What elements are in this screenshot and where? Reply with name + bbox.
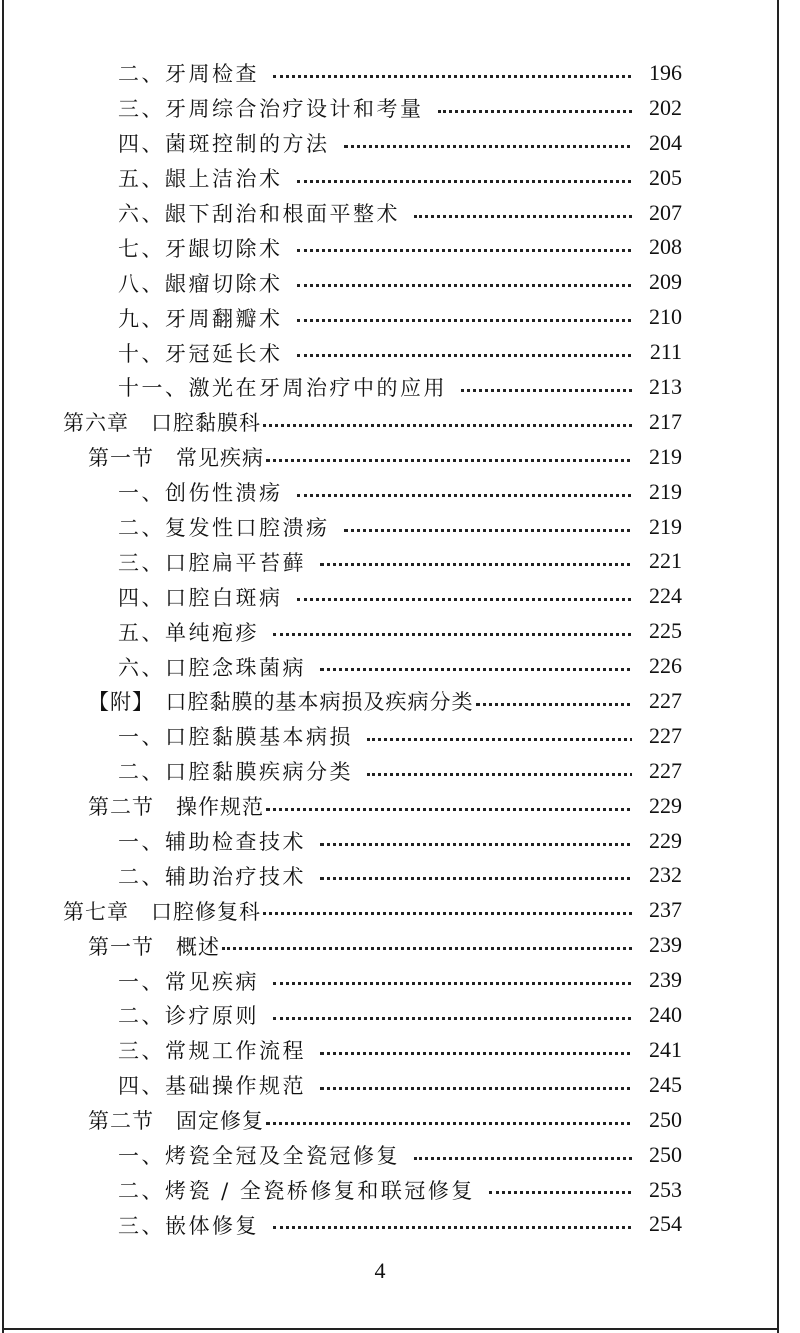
dot-leader	[297, 598, 675, 601]
table-of-contents	[0, 56, 800, 1242]
toc-entry-title: 三、口腔扁平苔藓	[118, 550, 306, 575]
toc-entry	[0, 789, 800, 824]
toc-entry-title: 六、龈下刮治和根面平整术	[118, 202, 400, 226]
dot-leader	[273, 75, 674, 78]
toc-entry-title: 第二节 操作规范	[88, 795, 264, 820]
toc-entry-page: 210	[632, 300, 682, 335]
toc-entry-page: 196	[632, 56, 682, 91]
dot-leader	[297, 249, 675, 252]
toc-entry-page: 224	[632, 579, 682, 614]
toc-entry-title: 二、复发性口腔溃疡	[118, 516, 330, 541]
toc-entry-page: 211	[632, 335, 682, 370]
toc-entry	[0, 1138, 800, 1173]
toc-entry-page: 219	[632, 510, 682, 545]
toc-entry	[0, 126, 800, 161]
toc-entry-title: 第一节 概述	[88, 934, 220, 959]
toc-entry-title: 二、牙周检查	[118, 62, 259, 87]
toc-entry-page: 227	[632, 719, 682, 754]
toc-entry	[0, 370, 800, 405]
dot-leader	[297, 494, 675, 497]
toc-entry-page: 245	[632, 1068, 682, 1103]
toc-entry-page: 227	[632, 754, 682, 789]
page-number: 4	[374, 1258, 386, 1283]
toc-entry-title: 三、常规工作流程	[118, 1039, 306, 1064]
toc-entry-title: 十、牙冠延长术	[118, 341, 283, 366]
toc-entry	[0, 1068, 800, 1103]
dot-leader	[297, 180, 675, 183]
toc-entry-page: 250	[632, 1138, 682, 1173]
dot-leader	[273, 982, 674, 985]
dot-leader	[297, 354, 675, 357]
toc-entry-page: 254	[632, 1207, 682, 1242]
toc-entry-page: 232	[632, 858, 682, 893]
dot-leader	[344, 145, 675, 148]
dot-leader	[320, 563, 674, 566]
toc-entry-page: 204	[632, 126, 682, 161]
toc-entry-title: 五、龈上洁治术	[118, 167, 283, 192]
dot-leader	[266, 1122, 674, 1125]
dot-leader	[266, 808, 674, 811]
toc-entry	[0, 684, 800, 719]
toc-entry-title: 四、基础操作规范	[118, 1074, 306, 1099]
toc-entry-page: 237	[632, 893, 682, 928]
toc-entry-page: 229	[632, 789, 682, 824]
toc-entry	[0, 858, 800, 893]
toc-entry	[0, 649, 800, 684]
toc-entry	[0, 1207, 800, 1242]
toc-entry	[0, 196, 800, 231]
toc-entry-title: 二、口腔黏膜疾病分类	[118, 760, 353, 785]
toc-entry-page: 253	[632, 1173, 682, 1208]
toc-entry-title: 六、口腔念珠菌病	[118, 655, 306, 680]
dot-leader	[367, 773, 674, 776]
toc-entry-page: 207	[632, 196, 682, 231]
toc-entry	[0, 1103, 800, 1138]
toc-entry	[0, 824, 800, 859]
toc-entry-page: 217	[632, 405, 682, 440]
toc-entry-page: 209	[632, 265, 682, 300]
toc-entry	[0, 440, 800, 475]
toc-entry	[0, 754, 800, 789]
toc-entry-title: 一、创伤性溃疡	[118, 481, 283, 506]
toc-entry	[0, 510, 800, 545]
toc-entry-title: 一、口腔黏膜基本病损	[118, 725, 353, 750]
dot-leader	[320, 877, 674, 880]
toc-entry-title: 五、单纯疱疹	[118, 620, 259, 645]
toc-entry	[0, 161, 800, 196]
dot-leader	[263, 424, 674, 427]
toc-entry-page: 221	[632, 544, 682, 579]
toc-entry-title: 二、诊疗原则	[118, 1004, 259, 1029]
toc-entry-title: 【附】 口腔黏膜的基本病损及疾病分类	[88, 690, 474, 715]
toc-entry-title: 第一节 常见疾病	[88, 446, 264, 471]
toc-entry-page: 250	[632, 1103, 682, 1138]
toc-entry	[0, 405, 800, 440]
toc-entry-page: 239	[632, 928, 682, 963]
toc-entry-page: 225	[632, 614, 682, 649]
dot-leader	[273, 633, 674, 636]
toc-entry-title: 一、辅助检查技术	[118, 830, 306, 855]
toc-entry-title: 四、口腔白斑病	[118, 585, 283, 610]
dot-leader	[297, 319, 675, 322]
dot-leader	[263, 912, 674, 915]
toc-entry-title: 三、嵌体修复	[118, 1213, 259, 1238]
dot-leader	[320, 668, 674, 671]
toc-entry	[0, 1173, 800, 1208]
toc-entry-page: 229	[632, 824, 682, 859]
toc-entry-title: 第二节 固定修复	[88, 1109, 264, 1134]
toc-entry-title: 十一、激光在牙周治疗中的应用	[118, 376, 447, 401]
dot-leader	[222, 947, 674, 950]
toc-entry-page: 226	[632, 649, 682, 684]
toc-entry-page: 239	[632, 963, 682, 998]
toc-entry	[0, 230, 800, 265]
toc-entry	[0, 544, 800, 579]
toc-entry	[0, 998, 800, 1033]
toc-entry-page: 240	[632, 998, 682, 1033]
dot-leader	[273, 1226, 674, 1229]
dot-leader	[320, 1052, 674, 1055]
dot-leader	[273, 1017, 674, 1020]
toc-entry	[0, 963, 800, 998]
toc-entry	[0, 475, 800, 510]
toc-entry-title: 九、牙周翻瓣术	[118, 306, 283, 331]
toc-entry-page: 208	[632, 230, 682, 265]
dot-leader	[320, 843, 674, 846]
toc-entry	[0, 91, 800, 126]
toc-entry	[0, 893, 800, 928]
dot-leader	[320, 1087, 674, 1090]
toc-entry	[0, 335, 800, 370]
toc-entry	[0, 56, 800, 91]
toc-entry-title: 二、辅助治疗技术	[118, 864, 306, 889]
dot-leader	[344, 529, 675, 532]
toc-entry-page: 213	[632, 370, 682, 405]
toc-entry-title: 三、牙周综合治疗设计和考量	[118, 97, 424, 122]
toc-entry	[0, 579, 800, 614]
toc-entry	[0, 1033, 800, 1068]
toc-entry	[0, 719, 800, 754]
toc-entry-title: 八、龈瘤切除术	[118, 271, 283, 296]
toc-entry	[0, 265, 800, 300]
toc-entry-page: 219	[632, 475, 682, 510]
toc-entry	[0, 614, 800, 649]
page-border-bottom	[2, 1328, 779, 1330]
toc-entry-title: 二、烤瓷 / 全瓷桥修复和联冠修复	[118, 1178, 475, 1203]
toc-entry-title: 四、菌斑控制的方法	[118, 132, 330, 157]
toc-entry-page: 241	[632, 1033, 682, 1068]
toc-entry	[0, 928, 800, 963]
toc-entry	[0, 300, 800, 335]
dot-leader	[266, 459, 674, 462]
toc-entry-title: 第七章 口腔修复科	[63, 899, 261, 924]
dot-leader	[297, 284, 675, 287]
toc-entry-page: 227	[632, 684, 682, 719]
toc-entry-title: 第六章 口腔黏膜科	[63, 411, 261, 436]
toc-entry-page: 219	[632, 440, 682, 475]
toc-entry-title: 一、烤瓷全冠及全瓷冠修复	[118, 1144, 400, 1169]
toc-entry-title: 一、常见疾病	[118, 969, 259, 994]
toc-entry-title: 七、牙龈切除术	[118, 236, 283, 261]
dot-leader	[367, 738, 674, 741]
toc-entry-page: 205	[632, 161, 682, 196]
toc-entry-page: 202	[632, 91, 682, 126]
